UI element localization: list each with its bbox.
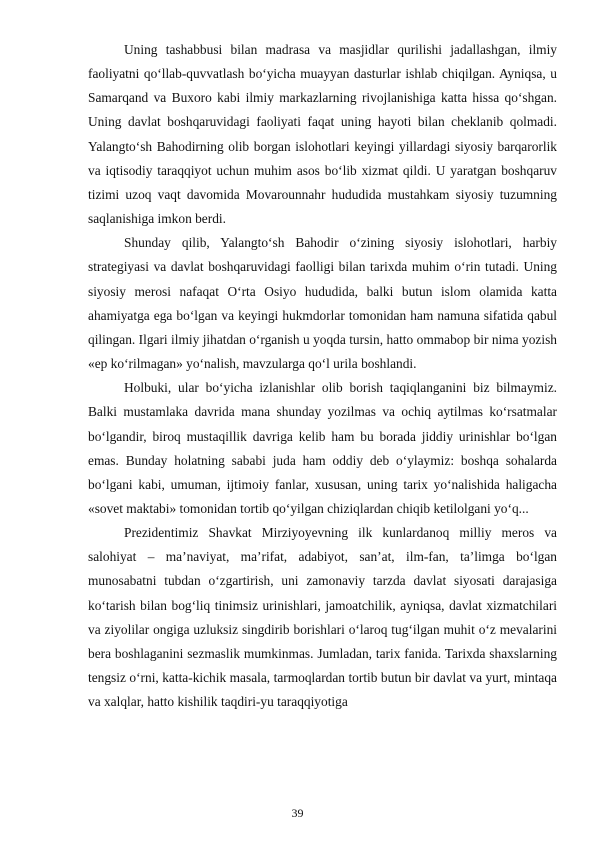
- page-number: 39: [291, 806, 304, 820]
- paragraph: Holbuki, ular bo‘yicha izlanishlar olib borish taqiqlanganini biz bilmaymiz. Balki mustamlaka davrida mana shunday yozilmas va ochiq aytilmas ko‘rsatmalar bo‘lgandir, biroq mustaqillik davriga kelib ham bu borada jiddiy urinishlar bo‘lgan emas. Bunday holatning sababi juda ham oddiy deb o‘ylaymiz: boshqa sohalarda bo‘lgani kabi, umuman, ijtimoiy fanlar, xususan, uning tarix yo‘nalishida haligacha «sovet maktabi» tomonidan tortib qo‘yilgan chiziqlardan chiqib ketilolgani yo‘q...: [88, 380, 557, 516]
- paragraph: Shunday qilib, Yalangto‘sh Bahodir o‘zining siyosiy islohotlari, harbiy strategiyasi va davlat boshqaruvidagi faolligi bilan tarixda muhim o‘rin tutadi. Uning siyosiy merosi nafaqat O‘rta Osiyo hududida, balki butun islom olamida katta ahamiyatga ega bo‘lgan va keyingi hukmdorlar tomonidan ham namuna sifatida qabul qilingan. Ilgari ilmiy jihatdan o‘rganish u yoqda tursin, hatto ommabop bir nima yozish «ep ko‘rilmagan» yo‘nalish, mavzularga qo‘l urila boshlandi.: [88, 235, 557, 372]
- document-body: [88, 38, 557, 714]
- paragraph: Prezidentimiz Shavkat Mirziyoyevning ilk kunlardanoq milliy meros va salohiyat – ma’naviyat, ma’rifat, adabiyot, san’at, ilm-fan, ta’limga bo‘lgan munosabatni tubdan o‘zgartirish, uni zamonaviy tarzda davlat siyosati darajasiga ko‘tarish bilan bog‘liq tinimsiz urinishlari, jamoatchilik, ayniqsa, davlat xizmatchilari va ziyolilar ongiga uzluksiz singdirib borishlari o‘laroq tug‘ilgan muhit o‘z mevalarini bera boshlaganini sezmaslik mumkinmas. Jumladan, tarix fanida. Tarixda shaxslarning tengsiz o‘rni, katta-kichik masala, tarmoqlardan tortib butun bir davlat va yurt, mintaqa va xalqlar, hatto kishilik taqdiri-yu taraqqiyotiga: [88, 525, 557, 710]
- paragraph: Uning tashabbusi bilan madrasa va masjidlar qurilishi jadallashgan, ilmiy faoliyatni qo‘llab-quvvatlash bo‘yicha muayyan dasturlar ishlab chiqilgan. Ayniqsa, u Samarqand va Buxoro kabi ilmiy markazlarning rivojlanishiga katta hissa qo‘shgan. Uning davlat boshqaruvidagi faoliyati faqat uning hayoti bilan cheklanib qolmadi. Yalangto‘sh Bahodirning olib borgan islohotlari keyingi yillardagi siyosiy barqarorlik va iqtisodiy taraqqiyot uchun muhim asos bo‘lib xizmat qildi. U yaratgan boshqaruv tizimi uzoq vaqt davomida Movarounnahr hududida mustahkam siyosiy tuzumning saqlanishiga imkon berdi.: [88, 42, 557, 227]
